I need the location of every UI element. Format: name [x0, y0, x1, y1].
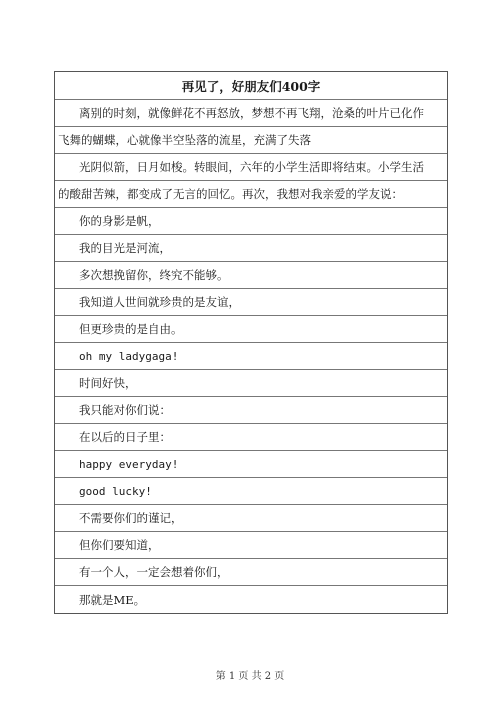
verse-line-9: 在以后的日子里：	[55, 424, 447, 451]
verse-line-8: 我只能对你们说：	[55, 397, 447, 424]
verse-line-14: 有一个人，一定会想着你们，	[55, 559, 447, 586]
paragraph-1-line-1: 离别的时刻，就像鲜花不再怒放，梦想不再飞翔，沧桑的叶片已化作	[55, 100, 447, 127]
verse-line-15: 那就是ME。	[79, 592, 146, 607]
verse-line-13: 但你们要知道，	[55, 532, 447, 559]
paragraph-2-line-1: 光阴似箭，日月如梭。转眼间，六年的小学生活即将结束。小学生活	[55, 154, 447, 181]
verse-line-3: 多次想挽留你，终究不能够。	[55, 262, 447, 289]
verse-line-12: 不需要你们的谨记，	[55, 505, 447, 532]
verse-line-10: happy everyday!	[55, 451, 447, 478]
verse-line-7: 时间好快，	[55, 370, 447, 397]
verse-line-6: oh my ladygaga!	[55, 343, 447, 370]
verse-line-2: 我的目光是河流，	[55, 235, 447, 262]
verse-line-11: good lucky!	[55, 478, 447, 505]
paragraph-1-line-2: 飞舞的蝴蝶，心就像半空坠落的流星，充满了失落	[55, 127, 447, 154]
page-number-footer: 第 1 页 共 2 页	[215, 671, 285, 682]
essay-table	[54, 71, 448, 614]
verse-line-5: 但更珍贵的是自由。	[55, 316, 447, 343]
verse-line-4: 我知道人世间就珍贵的是友谊，	[55, 289, 447, 316]
paragraph-2-line-2: 的酸甜苦辣，都变成了无言的回忆。再次，我想对我亲爱的学友说：	[55, 181, 447, 208]
verse-line-1: 你的身影是帆，	[55, 208, 447, 235]
essay-title: 再见了，好朋友们400字	[55, 72, 447, 100]
